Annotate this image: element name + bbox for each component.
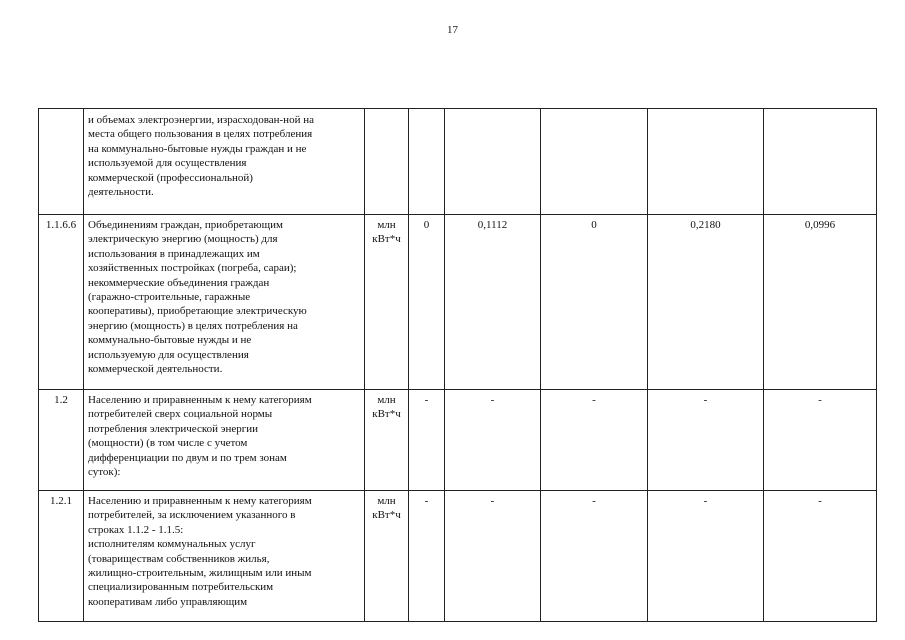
row-unit <box>365 390 409 491</box>
value-cell: - <box>648 491 764 622</box>
row-description <box>84 491 365 622</box>
value-cell: 0,2180 <box>648 215 764 390</box>
row-unit <box>365 491 409 622</box>
value-cell <box>541 109 648 215</box>
value-cell: - <box>764 491 877 622</box>
value-cell: - <box>541 491 648 622</box>
value-cell: 0 <box>409 215 445 390</box>
table-row <box>39 390 877 491</box>
unit-text: млн кВт*ч <box>372 495 401 522</box>
value-cell: - <box>445 491 541 622</box>
table-row <box>39 491 877 622</box>
value-cell: - <box>445 390 541 491</box>
description-text: и объемах электроэнергии, израсходован-ной на места общего пользования в целях потребления на коммунально-бытовые нужды граждан и не используемой для осуществления коммерческой (профессиональной) деятельности. <box>88 114 314 199</box>
value-cell <box>764 109 877 215</box>
value-cell: 0,1112 <box>445 215 541 390</box>
row-number: 1.1.6.6 <box>39 215 84 390</box>
page-number: 17 <box>447 24 458 36</box>
tariff-table <box>38 108 877 622</box>
description-text: Населению и приравненным к нему категориям потребителей сверх социальной нормы потребления электрической энергии (мощности) (в том числе с учетом дифференциации по двум и по трем зонам суток): <box>88 394 312 479</box>
row-description <box>84 109 365 215</box>
value-cell <box>445 109 541 215</box>
value-cell: - <box>648 390 764 491</box>
value-cell: - <box>409 390 445 491</box>
unit-text: млн кВт*ч <box>372 394 401 421</box>
unit-text: млн кВт*ч <box>372 219 401 246</box>
row-number: 1.2 <box>39 390 84 491</box>
table-row <box>39 215 877 390</box>
description-text: Населению и приравненным к нему категориям потребителей, за исключением указанного в строках 1.1.2 - 1.1.5: исполнителям коммунальных услуг (товариществам собственников жилья, жилищно-строительным, жилищным или иным специализированным потребительским кооперативам либо управляющим <box>88 495 312 608</box>
value-cell <box>409 109 445 215</box>
row-description <box>84 215 365 390</box>
table-row <box>39 109 877 215</box>
value-cell: 0,0996 <box>764 215 877 390</box>
value-cell: - <box>409 491 445 622</box>
value-cell: - <box>541 390 648 491</box>
description-text: Объединениям граждан, приобретающим электрическую энергию (мощность) для использования в принадлежащих им хозяйственных постройках (погреба, сараи); некоммерческие объединения граждан (гаражно-строительные, гаражные кооперативы), приобретающие электрическую энергию (мощность) в целях потребления на коммунально-бытовые нужды и не используемую для осуществления коммерческой деятельности. <box>88 219 307 376</box>
value-cell <box>648 109 764 215</box>
row-number <box>39 109 84 215</box>
row-unit <box>365 215 409 390</box>
row-unit <box>365 109 409 215</box>
row-description <box>84 390 365 491</box>
value-cell: - <box>764 390 877 491</box>
value-cell: 0 <box>541 215 648 390</box>
row-number: 1.2.1 <box>39 491 84 622</box>
